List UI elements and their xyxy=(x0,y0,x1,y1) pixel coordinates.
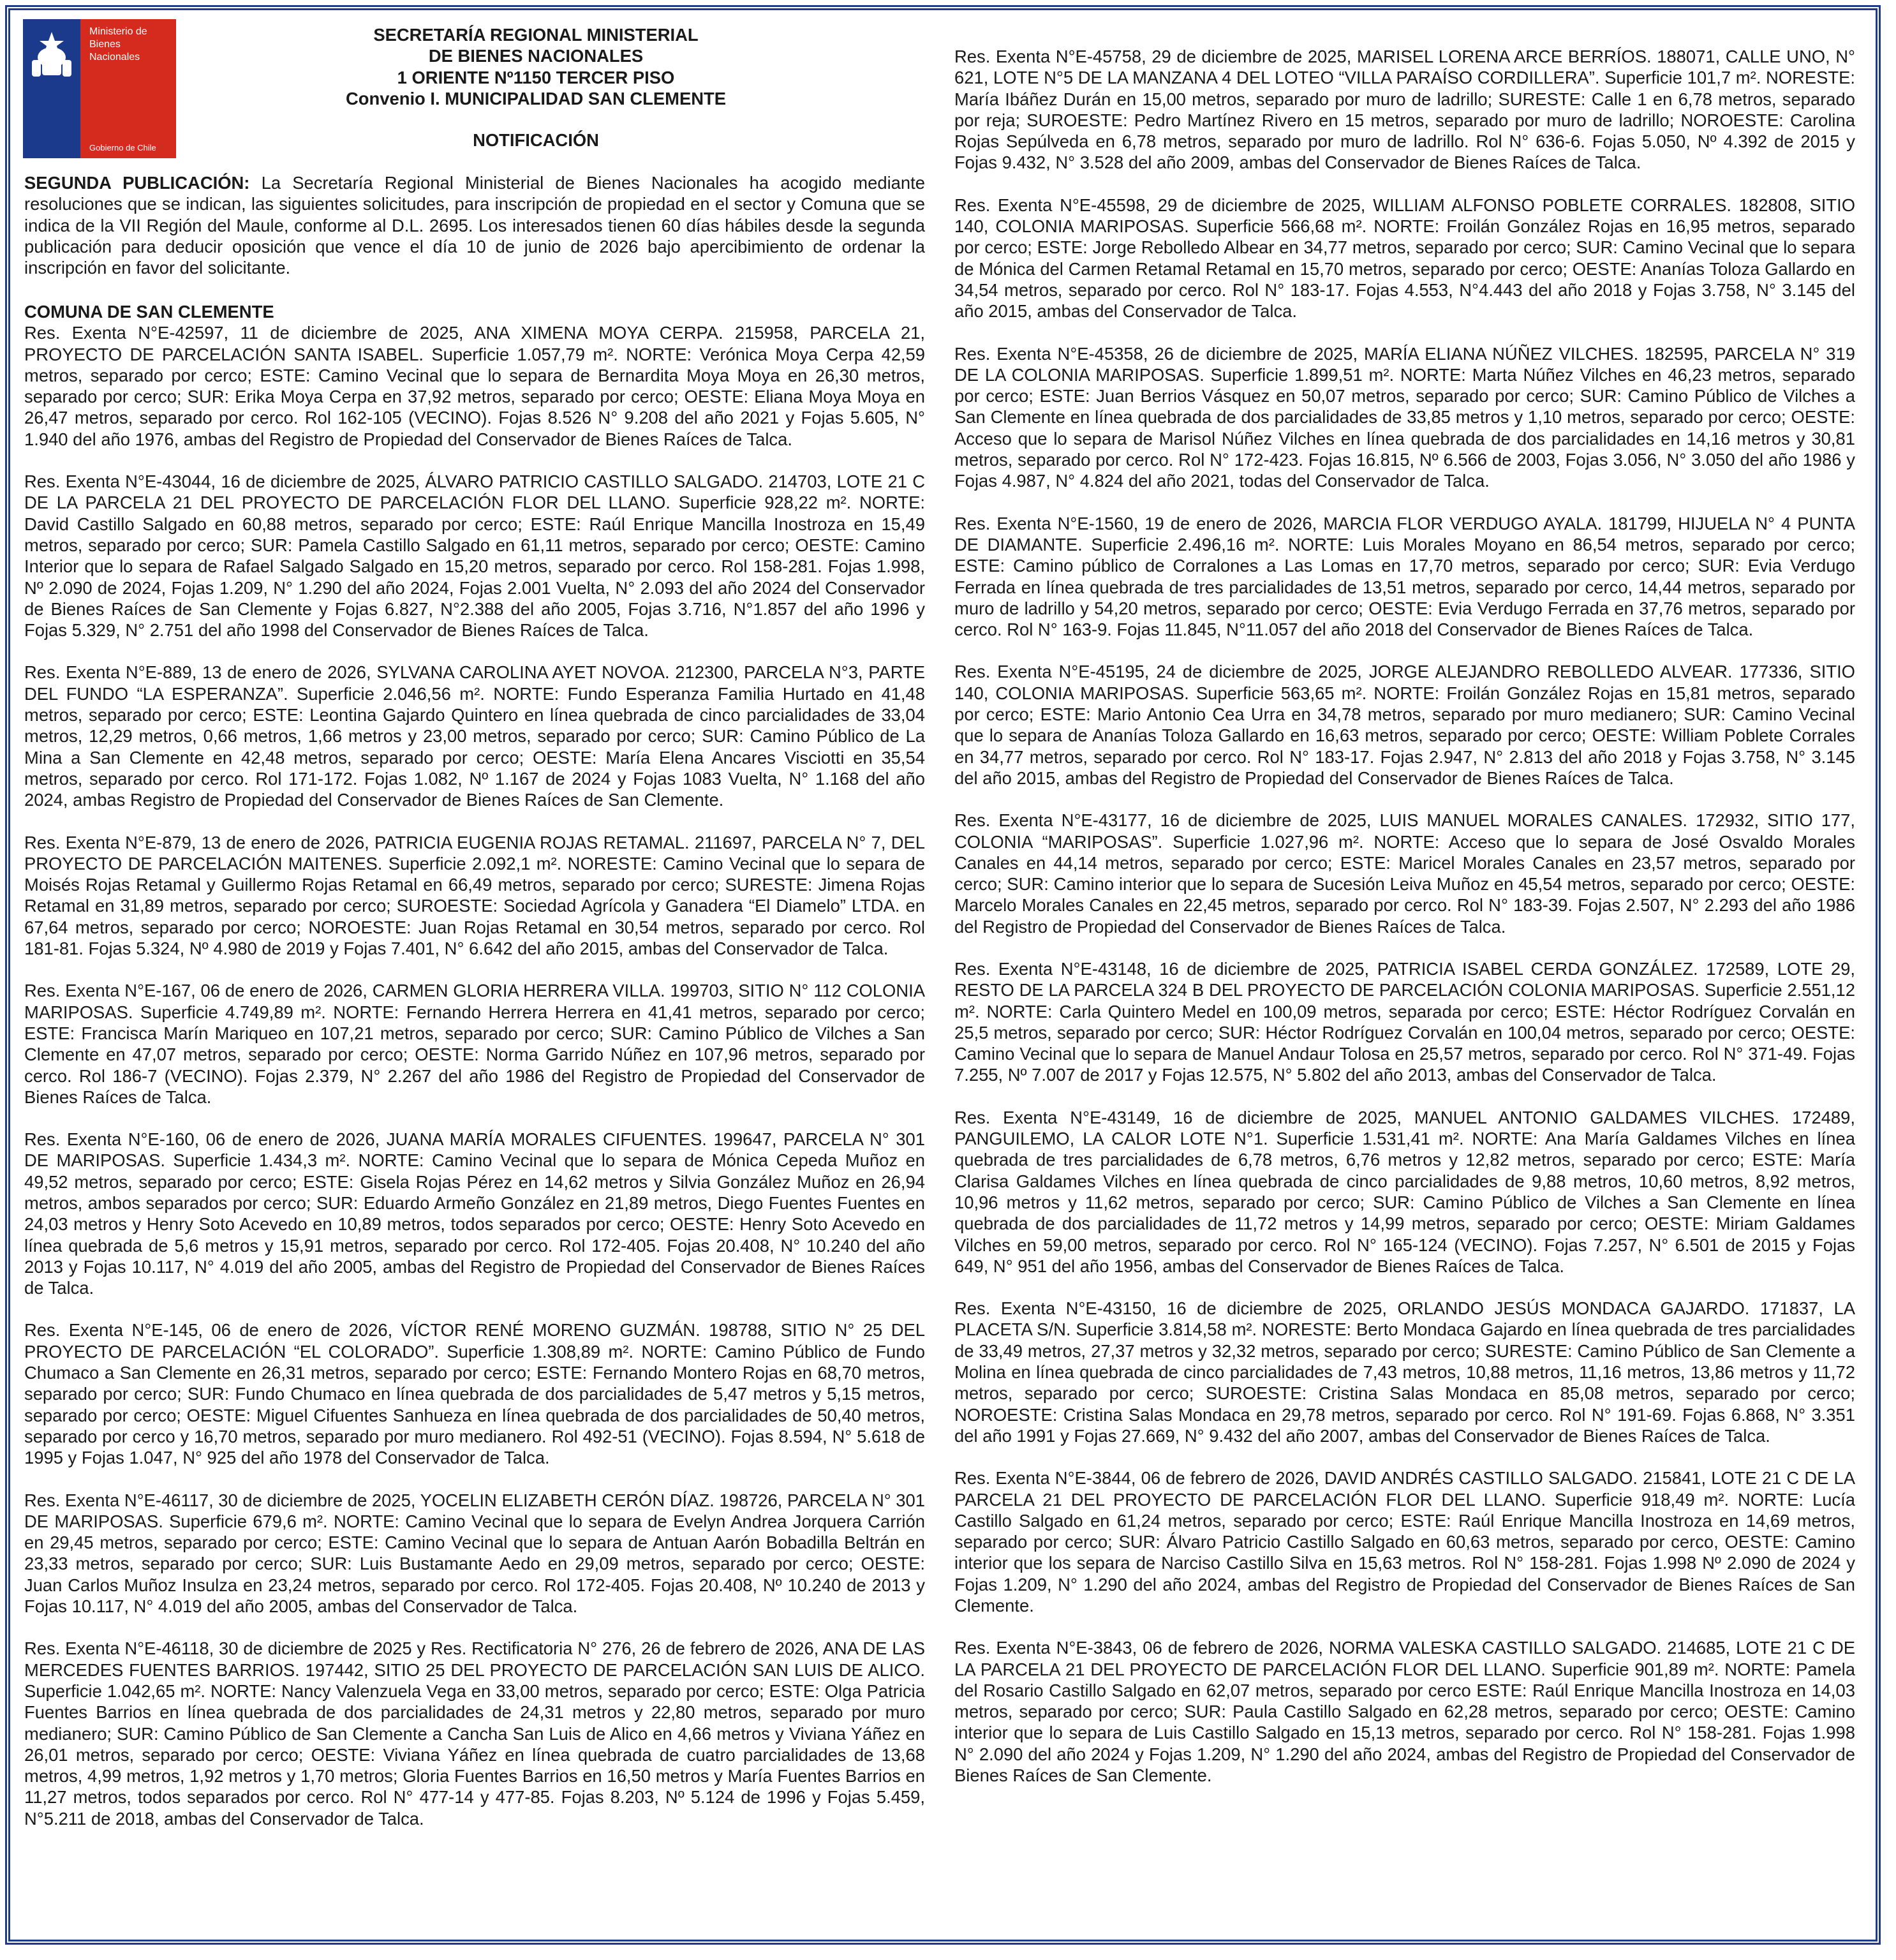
list-item: Res. Exenta N°E-46117, 30 de diciembre de 2025, YOCELIN ELIZABETH CERÓN DÍAZ. 198726, PARCELA N° 301 DE MARIPOSAS. Superficie 679,6 m². NORTE: Camino Vecinal que lo separa de Evelyn Andrea Jorquera Carrión en 29,45 metros, separado por cerco; ESTE: Camino Vecinal que lo separa de Antuan Aarón Bobadilla Beltrán en 23,33 metros, separado por cerco; SUR: Luis Bustamante Aedo en 29,09 metros, separado por cerco; OESTE: Juan Carlos Muñoz Insulza en 23,24 metros, separado por cerco. Rol 172-405. Fojas 20.408, Nº 10.240 de 2013 y Fojas 10.117, N° 4.019 del año 2005, ambas del Conservador de Talca. xyxy=(24,1490,925,1617)
list-item: Res. Exenta N°E-3844, 06 de febrero de 2026, DAVID ANDRÉS CASTILLO SALGADO. 215841, LOTE 21 C DE LA PARCELA 21 DEL PROYECTO DE PARCELACIÓN FLOR DEL LLANO. Superficie 918,49 m². NORTE: Lucía Castillo Salgado en 61,24 metros, separado por cerco; ESTE: Raúl Enrique Mancilla Inostroza en 14,69 metros, separado por cerco; SUR: Álvaro Patricio Castillo Salgado en 60,63 metros, separado por cerco, OESTE: Camino interior que los separa de Narciso Castillo Silva en 15,63 metros. Rol N° 158-281. Fojas 1.998 Nº 2.090 de 2024 y Fojas 1.209, N° 1.290 del año 2024, ambas del Registro de Propiedad del Conservador de Bienes Raíces de San Clemente. xyxy=(954,1468,1855,1615)
header-line-4: Convenio I. MUNICIPALIDAD SAN CLEMENTE xyxy=(346,88,726,108)
list-item: Res. Exenta N°E-1560, 19 de enero de 2026, MARCIA FLOR VERDUGO AYALA. 181799, HIJUELA N° 4 PUNTA DE DIAMANTE. Superficie 2.496,16 m². NORTE: Luis Morales Moyano en 86,54 metros, separado por cerco; ESTE: Camino público de Corralones a Las Lomas en 17,70 metros, separado por cerco; SUR: Evia Verdugo Ferrada en línea quebrada de tres parcialidades de 13,51 metros, separado por cerco, 14,44 metros, separado por muro de ladrillo y 54,20 metros, separado por cerco; OESTE: Evia Verdugo Ferrada en 37,76 metros, separado por cerco. Rol N° 163-9. Fojas 11.845, N°11.057 del año 2018 del Conservador de Bienes Raíces de Talca. xyxy=(954,513,1855,640)
list-item: Res. Exenta N°E-3843, 06 de febrero de 2026, NORMA VALESKA CASTILLO SALGADO. 214685, LOTE 21 C DE LA PARCELA 21 DEL PROYECTO DE PARCELACIÓN FLOR DEL LLANO. Superficie 901,89 m². NORTE: Pamela del Rosario Castillo Salgado en 62,07 metros, separado por cerco ESTE: Raúl Enrique Mancilla Inostroza en 14,03 metros, separado por cerco; SUR: Paula Castillo Salgado en 62,28 metros, separado por cerco; OESTE: Camino interior que lo separa de Luis Castillo Salgado en 15,13 metros, separado por cerco. Rol N° 158-281. Fojas 1.998 N° 2.090 del año 2024 y Fojas 1.209, N° 1.290 del año 2024, ambas del Registro de Propiedad del Conservador de Bienes Raíces de San Clemente. xyxy=(954,1638,1855,1786)
header-line-3: 1 ORIENTE Nº1150 TERCER PISO xyxy=(397,67,675,87)
list-item: Res. Exenta N°E-889, 13 de enero de 2026, SYLVANA CAROLINA AYET NOVOA. 212300, PARCELA N°3, PARTE DEL FUNDO “LA ESPERANZA”. Superficie 2.046,56 m². NORTE: Fundo Esperanza Familia Hurtado en 41,48 metros, separado por cerco; ESTE: Leontina Gajardo Quintero en línea quebrada de cinco parcialidades de 33,04 metros, 12,29 metros, 0,66 metros, 1,66 metros y 23,00 metros, separado por cerco; SUR: Camino Público de La Mina a San Clemente en 42,48 metros, separado por cerco; OESTE: María Elena Ancares Visciotti en 35,54 metros, separado por cerco. Rol 171-172. Fojas 1.082, Nº 1.167 de 2024 y Fojas 1083 Vuelta, N° 1.168 del año 2024, ambas Registro de Propiedad del Conservador de Bienes Raíces de San Clemente. xyxy=(24,662,925,810)
list-item: Res. Exenta N°E-46118, 30 de diciembre de 2025 y Res. Rectificatoria N° 276, 26 de febrero de 2026, ANA DE LAS MERCEDES FUENTES BARRIOS. 197442, SITIO 25 DEL PROYECTO DE PARCELACIÓN SAN LUIS DE ALICO. Superficie 1.042,65 m². NORTE: Nancy Valenzuela Vega en 33,00 metros, separado por cerco; ESTE: Olga Patricia Fuentes Barrios en línea quebrada de dos parcialidades de 24,31 metros y 22,80 metros, separado por muro medianero; SUR: Camino Público de San Clemente a Cancha San Luis de Alico en 4,66 metros y Viviana Yáñez en 26,01 metros, separado por cerco; OESTE: Viviana Yáñez en línea quebrada de cuatro parcialidades de 13,68 metros, 4,99 metros, 1,92 metros y 1,70 metros; Gloria Fuentes Barrios en 16,50 metros y María Fuentes Barrios en 11,27 metros, todos separados por cerco. Rol N° 477-14 y 477-85. Fojas 8.203, Nº 5.124 de 1996 y Fojas 5.459, N°5.211 de 2018, ambas del Conservador de Talca. xyxy=(24,1638,925,1829)
logo-text-3: Nacionales xyxy=(89,52,140,63)
list-item: Res. Exenta N°E-42597, 11 de diciembre de 2025, ANA XIMENA MOYA CERPA. 215958, PARCELA 21, PROYECTO DE PARCELACIÓN SANTA ISABEL. Superficie 1.057,79 m². NORTE: Verónica Moya Cerpa 42,59 metros, separado por cerco; ESTE: Camino Vecinal que lo separa de Bernardita Moya Moya en 26,30 metros, separado por cerco; SUR: Erika Moya Cerpa en 37,92 metros, separado por cerco; OESTE: Eliana Moya Moya en 26,47 metros, separado por cerco. Rol 162-105 (VECINO). Fojas 8.526 N° 9.208 del año 2021 y Fojas 5.605, N° 1.940 del año 1976, ambas del Registro de Propiedad del Conservador de Bienes Raíces de Talca. xyxy=(24,323,925,449)
list-item: Res. Exenta N°E-45195, 24 de diciembre de 2025, JORGE ALEJANDRO REBOLLEDO ALVEAR. 177336, SITIO 140, COLONIA MARIPOSAS. Superficie 563,65 m². NORTE: Froilán González Rojas en 15,81 metros, separado por cerco; ESTE: Mario Antonio Cea Urra en 34,78 metros, separado por muro medianero; SUR: Camino Vecinal que lo separa de Ananías Toloza Gallardo en 16,63 metros, separado por cerco; OESTE: William Poblete Corrales en 34,77 metros, separado por cerco. Rol N° 183-17. Fojas 2.947, N° 2.813 del año 2018 y Fojas 3.758, N° 3.145 del año 2015, ambas del Registro de Propiedad del Conservador de Bienes Raíces de Talca. xyxy=(954,662,1855,788)
header-line-2: DE BIENES NACIONALES xyxy=(428,46,644,66)
list-item: Res. Exenta N°E-43044, 16 de diciembre de 2025, ÁLVARO PATRICIO CASTILLO SALGADO. 214703, LOTE 21 C DE LA PARCELA 21 DEL PROYECTO DE PARCELACIÓN FLOR DEL LLANO. Superficie 928,22 m². NORTE: David Castillo Salgado en 60,88 metros, separado por cerco; ESTE: Raúl Enrique Mancilla Inostroza en 15,49 metros, separado por cerco; SUR: Pamela Castillo Salgado en 61,11 metros, separado por cerco; OESTE: Camino Interior que lo separa de Rafael Salgado Salgado en 15,20 metros, separado por cerco. Rol 158-281. Fojas 1.998, Nº 2.090 de 2024, Fojas 1.209, N° 1.290 del año 2024, Fojas 2.001 Vuelta, N° 2.093 del año 2024 del Conservador de Bienes Raíces de San Clemente y Fojas 6.827, N°2.388 del año 2005, Fojas 3.716, N°1.857 del año 1996 y Fojas 5.329, N° 2.751 del año 1998 del Conservador de Bienes Raíces de Talca. xyxy=(24,471,925,641)
list-item: Res. Exenta N°E-167, 06 de enero de 2026, CARMEN GLORIA HERRERA VILLA. 199703, SITIO N° 112 COLONIA MARIPOSAS. Superficie 4.749,89 m². NORTE: Fernando Herrera Herrera en 41,41 metros, separado por cerco; ESTE: Francisca Marín Mariqueo en 107,21 metros, separado por cerco; SUR: Camino Público de Vilches a San Clemente en 47,07 metros, separado por cerco; OESTE: Norma Garrido Núñez en 107,96 metros, separado por cerco. Rol 186-7 (VECINO). Fojas 2.379, N° 2.267 del año 1986 del Registro de Propiedad del Conservador de Bienes Raíces de Talca. xyxy=(24,981,925,1107)
intro-lead: SEGUNDA PUBLICACIÓN: xyxy=(24,173,250,193)
notification-title: NOTIFICACIÓN xyxy=(473,130,599,150)
left-column xyxy=(24,301,925,1829)
list-item: Res. Exenta N°E-43149, 16 de diciembre de 2025, MANUEL ANTONIO GALDAMES VILCHES. 172489, PANGUILEMO, LA CALOR LOTE N°1. Superficie 1.531,41 m². NORTE: Ana María Galdames Vilches en línea quebrada de tres parcialidades de 6,78 metros, 6,76 metros y 12,82 metros, separado por cerco; ESTE: María Clarisa Galdames Vilches en línea quebrada de cinco parcialidades de 9,88 metros, 10,60 metros, 8,92 metros, 10,96 metros y 11,62 metros, separado por cerco; SUR: Camino Público de Vilches a San Clemente en línea quebrada de dos parcialidades de 11,72 metros y 14,99 metros, separado por cerco; OESTE: Miriam Galdames Vilches en 59,00 metros, separado por cerco. Rol N° 165-124 (VECINO). Fojas 7.257, N° 6.501 de 2015 y Fojas 649, N° 951 del año 1956, ambas del Conservador de Bienes Raíces de Talca. xyxy=(954,1107,1855,1276)
ministry-logo xyxy=(23,19,176,158)
list-item: Res. Exenta N°E-43150, 16 de diciembre de 2025, ORLANDO JESÚS MONDACA GAJARDO. 171837, LA PLACETA S/N. Superficie 3.814,58 m². NORESTE: Berto Mondaca Gajardo en línea quebrada de tres parcialidades de 33,49 metros, 27,37 metros y 32,32 metros, separado por cerco; SURESTE: Camino Público de San Clemente a Molina en línea quebrada de cinco parcialidades de 7,43 metros, 10,88 metros, 11,16 metros, 13,86 metros y 11,72 metros, separado por cerco; SUROESTE: Cristina Salas Mondaca en 85,08 metros, separado por cerco; NOROESTE: Cristina Salas Mondaca en 29,78 metros, separado por cerco. Rol N° 191-69. Fojas 6.868, N° 3.351 del año 1991 y Fojas 27.669, N° 9.432 del año 2007, ambas del Conservador de Bienes Raíces de Talca. xyxy=(954,1298,1855,1446)
intro-text: La Secretaría Regional Ministerial de Bienes Nacionales ha acogido mediante resoluciones que se indican, las siguientes solicitudes, para inscripción de propiedad en el sector y Comuna que se indica de la VII Región del Maule, conforme al D.L. 2695. Los interesados tienen 60 días hábiles desde la segunda publicación para deducir oposición que vence el día 10 de junio de 2026 bajo apercibimiento de ordenar la inscripción en favor del solicitante. xyxy=(24,173,925,278)
list-item: Res. Exenta N°E-45758, 29 de diciembre de 2025, MARISEL LORENA ARCE BERRÍOS. 188071, CALLE UNO, N° 621, LOTE N°5 DE LA MANZANA 4 DEL LOTEO “VILLA PARAÍSO CORDILLERA”. Superficie 101,7 m². NORESTE: María Ibáñez Durán en 15,00 metros, separado por muro de ladrillo; SURESTE: Calle 1 en 6,78 metros, separado por reja; SUROESTE: Pedro Martínez Rivero en 15 metros, separado por muro de ladrillo; NOROESTE: Carolina Rojas Sepúlveda en 6,78 metros, separado por muro de ladrillo. Rol N° 636-6. Fojas 5.050, Nº 4.392 de 2015 y Fojas 9.432, N° 3.528 del año 2009, ambas del Conservador de Bienes Raíces de Talca. xyxy=(954,47,1855,173)
logo-text-1: Ministerio de xyxy=(89,26,147,37)
section-title: COMUNA DE SAN CLEMENTE xyxy=(24,302,274,322)
logo-footer: Gobierno de Chile xyxy=(89,143,156,152)
list-item: Res. Exenta N°E-43177, 16 de diciembre de 2025, LUIS MANUEL MORALES CANALES. 172932, SITIO 177, COLONIA “MARIPOSAS”. Superficie 1.027,96 m². NORTE: Acceso que lo separa de José Osvaldo Morales Canales en 44,14 metros, separado por cerco; ESTE: Maricel Morales Canales en 23,57 metros, separado por cerco; SUR: Camino interior que lo separa de Sucesión Leiva Muñoz en 45,54 metros, separado por cerco; OESTE: Marcelo Morales Canales en 22,45 metros, separado por cerco. Rol N° 183-39. Fojas 2.507, N° 2.293 del año 1986 del Registro de Propiedad del Conservador de Bienes Raíces de Talca. xyxy=(954,810,1855,937)
list-item: Res. Exenta N°E-45358, 26 de diciembre de 2025, MARÍA ELIANA NÚÑEZ VILCHES. 182595, PARCELA N° 319 DE LA COLONIA MARIPOSAS. Superficie 1.899,51 m². NORTE: Marta Núñez Vilches en 46,23 metros, separado por cerco; ESTE: Juan Berrios Vásquez en 50,07 metros, separado por cerco; SUR: Camino Público de Vilches a San Clemente en línea quebrada de dos parcialidades de 33,85 metros y 1,10 metros, separado por cerco; OESTE: Acceso que lo separa de Marisol Núñez Vilches en línea quebrada de dos parcialidades en 14,16 metros y 30,81 metros, separado por cerco. Rol N° 172-423. Fojas 16.815, Nº 6.566 de 2003, Fojas 3.056, N° 3.050 del año 1986 y Fojas 4.987, N° 4.824 del año 2021, todas del Conservador de Talca. xyxy=(954,343,1855,491)
list-item: Res. Exenta N°E-160, 06 de enero de 2026, JUANA MARÍA MORALES CIFUENTES. 199647, PARCELA N° 301 DE MARIPOSAS. Superficie 1.434,3 m². NORTE: Camino Vecinal que lo separa de Mónica Cepeda Muñoz en 49,52 metros, separado por cerco; ESTE: Gisela Rojas Pérez en 14,62 metros y Silvia González Muñoz en 26,94 metros, ambos separados por cerco; SUR: Eduardo Armeño González en 21,89 metros, Diego Fuentes Fuentes en 24,03 metros y Henry Soto Acevedo en 10,89 metros, todos separados por cerco; OESTE: Henry Soto Acevedo en línea quebrada de 5,6 metros y 15,91 metros, separado por cerco. Rol 172-405. Fojas 20.408, N° 10.240 del año 2013 y Fojas 10.117, N° 4.019 del año 2005, ambas del Registro de Propiedad del Conservador de Bienes Raíces de Talca. xyxy=(24,1129,925,1298)
left-entry-list xyxy=(24,322,925,1829)
list-item: Res. Exenta N°E-45598, 29 de diciembre de 2025, WILLIAM ALFONSO POBLETE CORRALES. 182808, SITIO 140, COLONIA MARIPOSAS. Superficie 566,68 m². NORTE: Froilán González Rojas en 16,95 metros, separado por cerco; ESTE: Jorge Rebolledo Albear en 34,77 metros, separado por cerco; SUR: Camino Vecinal que lo separa de Mónica del Carmen Retamal Retamal en 15,70 metros, separado por cerco; OESTE: Ananías Toloza Gallardo en 34,54 metros, separado por cerco. Rol N° 183-17. Fojas 4.553, N°4.443 del año 2018 y Fojas 3.758, N° 3.145 del año 2015, ambas del Conservador de Talca. xyxy=(954,195,1855,322)
logo-text-2: Bienes xyxy=(89,39,121,50)
list-item: Res. Exenta N°E-879, 13 de enero de 2026, PATRICIA EUGENIA ROJAS RETAMAL. 211697, PARCELA N° 7, DEL PROYECTO DE PARCELACIÓN MAITENES. Superficie 2.092,1 m². NORESTE: Camino Vecinal que lo separa de Moisés Rojas Retamal y Guillermo Rojas Retamal en 66,49 metros, separado por cerco; SURESTE: Jimena Rojas Retamal en 31,89 metros, separado por cerco; SUROESTE: Sociedad Agrícola y Ganadera “El Diamelo” LTDA. en 67,64 metros, separado por cerco; NOROESTE: Juan Rojas Retamal en 30,54 metros, separado por cerco. Rol 181-81. Fojas 5.324, Nº 4.980 de 2019 y Fojas 7.401, N° 6.642 del año 2015, ambas del Conservador de Talca. xyxy=(24,832,925,959)
list-item: Res. Exenta N°E-145, 06 de enero de 2026, VÍCTOR RENÉ MORENO GUZMÁN. 198788, SITIO N° 25 DEL PROYECTO DE PARCELACIÓN “EL COLORADO”. Superficie 1.308,89 m². NORTE: Camino Público de Fundo Chumaco a San Clemente en 26,31 metros, separado por cerco; ESTE: Fernando Montero Rojas en 68,70 metros, separado por cerco; SUR: Fundo Chumaco en línea quebrada de dos parcialidades de 5,47 metros y 5,15 metros, separado por cerco; OESTE: Miguel Cifuentes Sanhueza en línea quebrada de dos parcialidades de 50,40 metros, separado por cerco y 16,70 metros, separado por muro medianero. Rol 492-51 (VECINO). Fojas 8.594, N° 5.618 de 1995 y Fojas 1.047, N° 925 del año 1978 del Conservador de Talca. xyxy=(24,1320,925,1468)
intro-paragraph xyxy=(24,172,925,278)
header xyxy=(185,24,887,109)
list-item: Res. Exenta N°E-43148, 16 de diciembre de 2025, PATRICIA ISABEL CERDA GONZÁLEZ. 172589, LOTE 29, RESTO DE LA PARCELA 324 B DEL PROYECTO DE PARCELACIÓN COLONIA MARIPOSAS. Superficie 2.551,12 m². NORTE: Carla Quintero Medel en 100,09 metros, separada por cerco; ESTE: Héctor Rodríguez Corvalán en 25,5 metros, separado por cerco; SUR: Héctor Rodríguez Corvalán en 100,04 metros, separado por cerco; OESTE: Camino Vecinal que lo separa de Manuel Andaur Tolosa en 25,57 metros, separado por cerco. Rol N° 371-49. Fojas 7.255, Nº 7.007 de 2017 y Fojas 12.575, N° 5.802 del año 2013, ambas del Conservador de Talca. xyxy=(954,958,1855,1085)
right-column xyxy=(954,46,1855,1786)
header-line-1: SECRETARÍA REGIONAL MINISTERIAL xyxy=(373,25,699,45)
